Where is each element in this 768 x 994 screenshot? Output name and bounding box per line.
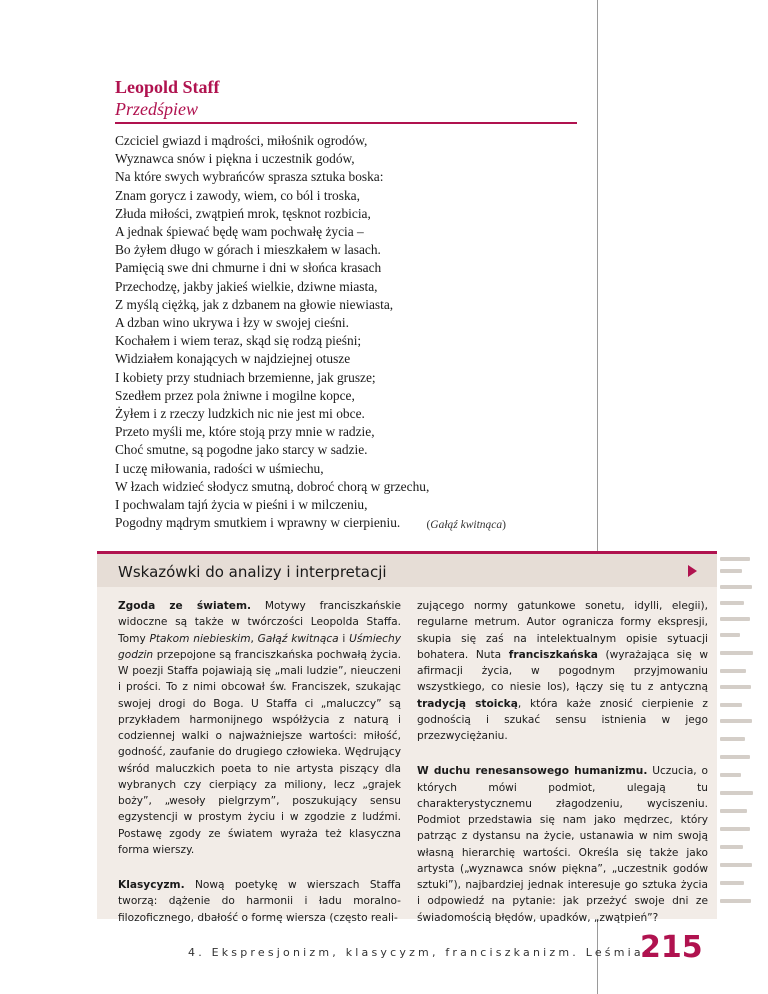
poem-line: I uczę miłowania, radości w uśmiechu, <box>115 460 324 476</box>
poem-line: Pamięcią swe dni chmurne i dni w słońca krasach <box>115 260 382 276</box>
source-title: Gałąź kwitnąca <box>430 519 503 531</box>
source-open: ( <box>426 519 431 531</box>
paragraph-zgoda: Zgoda ze światem. Motywy franciszkańskie widoczne są także w twórczości Leopolda Staffa. Tomy Ptakom niebieskim, Gałąź kwitnąca i Uśmiechy godzin przepojone są franciszkańska pochwałą życia. W poezji Staffa pojawiają się „mali ludzie”, nieuczeni i prości. To z nimi obcował św. Franciszek, szukając swojej drogi do Boga. U Staffa ci „maluczcy” są przykładem harmonijnego współżycia z naturą i codziennej walki o najważniejsze wartości: miłość, godność, zaufanie do drugiego człowieka. Wędrujący wśród maluczkich poeta to nie artysta piszący dla wybranych czy cierpiący za miliony, lecz „grajek boży”, „wesoły pielgrzym”, poszukujący sensu egzystencji w prostym życiu i w zgodzie z ludźmi. Postawę zgody ze światem wyraża też klasyczna forma wierszy. <box>118 600 401 856</box>
poem-line: Z myślą ciężką, jak z dzbanem na głowie niewiasta, <box>115 296 394 312</box>
author-name: Leopold Staff <box>115 77 220 97</box>
poem-line: Żyłem i z rzeczy ludzkich nic nie jest mi obce. <box>115 406 365 422</box>
poem-line: A dzban wino ukrywa i łzy w swojej cieśni. <box>115 315 349 331</box>
poem-line: Pogodny mądrym smutkiem i wprawny w cierpieniu. <box>115 515 401 531</box>
poem-line: Choć smutne, są pogodne jako starcy w sadzie. <box>115 442 368 458</box>
poem-line: I kobiety przy studniach brzemienne, jak grusze; <box>115 369 376 385</box>
poem-source <box>426 519 506 531</box>
analysis-column-left <box>118 598 401 945</box>
arrow-right-icon <box>688 565 697 577</box>
poem-line: Bo żyłem długo w górach i mieszkałem w lasach. <box>115 242 381 258</box>
poem-line: A jednak śpiewać będę wam pochwałę życia – <box>115 224 364 240</box>
poem-line: Złuda miłości, zwątpień mrok, tęsknot rozbicia, <box>115 205 371 221</box>
page-edge-thumb-index <box>720 551 756 921</box>
poem-line: Znam gorycz i zawody, wiem, co ból i troska, <box>115 187 360 203</box>
poem-line: Szedłem przez pola żniwne i mogilne kopce, <box>115 387 355 403</box>
poem-header <box>115 76 220 120</box>
poem-line: Na które swych wybrańców sprasza sztuka boska: <box>115 169 384 185</box>
poem-line: Czciciel gwiazd i mądrości, miłośnik ogrodów, <box>115 133 368 148</box>
paragraph-klasycyzm: Klasycyzm. Nową poetykę w wierszach Staffa tworzą: dążenie do harmonii i ładu moralno-filozoficznego, dbałość o formę wiersza (często reali- <box>118 879 401 924</box>
poem-line: Przeto myśli me, które stoją przy mnie w radzie, <box>115 424 375 440</box>
poem-text <box>115 132 585 532</box>
source-close: ) <box>502 519 506 531</box>
poem-line: Przechodzę, jakby jakieś wielkie, dziwne miasta, <box>115 278 378 294</box>
chapter-footer: 4. Ekspresjonizm, klasycyzm, franciszkanizm. Leśmian <box>188 946 655 959</box>
poem-line: I pochwalam tajń życia w pieśni i w milczeniu, <box>115 497 368 513</box>
poem-line: Widziałem konających w najdziejnej otusze <box>115 351 351 367</box>
poem-line: W łzach widzieć słodycz smutną, dobroć chorą w grzechu, <box>115 478 430 494</box>
analysis-column-right <box>417 598 708 945</box>
poem-line: Wyznawca snów i piękna i uczestnik godów, <box>115 151 355 167</box>
paragraph-humanizm: W duchu renesansowego humanizmu. Uczucia, o których mówi podmiot, ulegają tu charakterystycznemu złagodzeniu, wyciszeniu. Podmiot przedstawia się nam jako mędrzec, który patrząc z dystansu na życie, ustanawia w nim swoją własną hierarchię wartości. Określa się także jako artysta („wyznawca snów piękna”, „uczestnik godów sztuki”), najbardziej jednak interesuje go sztuka życia i odpowiedź na pytanie: jak przeżyć swoje dni ze świadomością błędów, upadków, „zwątpień”? <box>417 765 708 924</box>
poem-line: Kochałem i wiem teraz, skąd się rodzą pieśni; <box>115 333 362 349</box>
title-rule <box>115 122 577 124</box>
page-number: 215 <box>640 930 703 965</box>
analysis-box-title: Wskazówki do analizy i interpretacji <box>118 563 387 581</box>
paragraph-klasycyzm-cont: zującego normy gatunkowe sonetu, idylli, elegii), regularne metrum. Autor ogranicza formy ekspresji, skupia się zaś na intelektualnym opisie sytuacji bohatera. Nuta franciszkańska (wyrażająca się w afirmacji życia, w pogodnym przyjmowaniu wszystkiego, co niesie los), łączy się tu z antyczną tradycją stoicką, która każe znosić cierpienie z godnością i szukać sensu istnienia w jego przezwyciężaniu. <box>417 600 708 742</box>
analysis-box-top-rule <box>97 551 717 554</box>
poem-title: Przedśpiew <box>115 99 198 119</box>
